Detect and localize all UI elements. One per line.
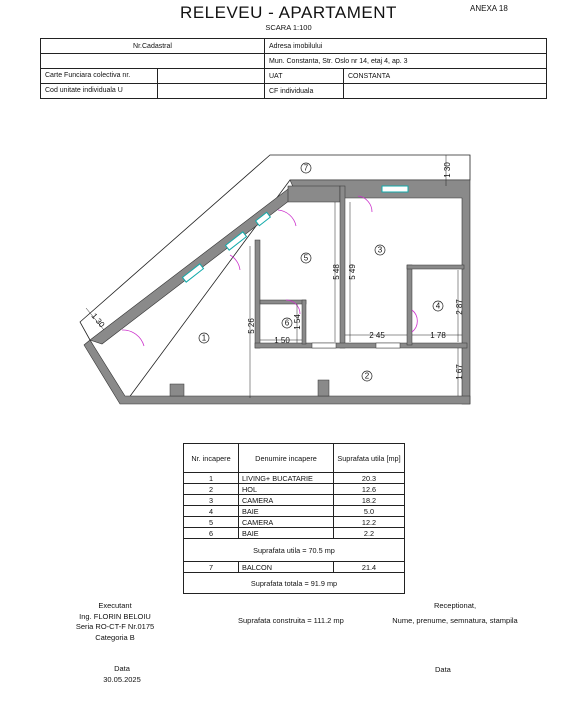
adresa-value: Mun. Constanta, Str. Oslo nr 14, etaj 4, ap. 3: [265, 54, 547, 69]
receptionat-block: [380, 598, 530, 628]
room-label-2: 2: [364, 371, 370, 381]
interior-walls: [170, 186, 467, 396]
dim-526: 5 26: [247, 318, 256, 334]
table-row: 2 HOL 12.6: [184, 484, 405, 495]
dim-150: 1 50: [274, 336, 290, 345]
executant-data-label: Data: [114, 664, 130, 673]
nr-cadastral-label: Nr.Cadastral: [41, 39, 265, 54]
carte-funciara-label: Carte Funciara colectiva nr.: [41, 69, 265, 84]
document-title: RELEVEU - APARTAMENT: [180, 3, 397, 22]
dim-167: 1 67: [455, 364, 464, 380]
executant-data-value: 30.05.2025: [103, 674, 141, 684]
table-row: 4 BAIE 5.0: [184, 506, 405, 517]
receptionat-fields: Nume, prenume, semnatura, stampila: [392, 616, 518, 625]
col-header-suprafata: Suprafata utila [mp]: [334, 444, 405, 473]
table-row: 3 CAMERA 18.2: [184, 495, 405, 506]
executant-categoria: Categoria B: [95, 632, 135, 642]
annex-label: ANEXA 18: [470, 4, 508, 13]
receptionat-label: Receptionat,: [433, 601, 477, 610]
room-label-1: 1: [201, 333, 207, 343]
col-header-nr: Nr. incapere: [184, 444, 239, 473]
dim-130-left: 1 30: [89, 311, 107, 330]
room-label-3: 3: [377, 245, 383, 255]
suprafata-construita: Suprafata construita = 111.2 mp: [238, 616, 344, 625]
adresa-label: Adresa imobilului: [265, 39, 547, 54]
room-label-7: 7: [303, 163, 309, 173]
receptionat-data-label: Data: [435, 665, 451, 674]
table-row: 5 CAMERA 12.2: [184, 517, 405, 528]
room-label-4: 4: [435, 301, 441, 311]
table-row: 1 LIVING+ BUCATARIE 20.3: [184, 473, 405, 484]
room-label-6: 6: [284, 318, 290, 328]
scale-label: SCARA 1:100: [265, 23, 312, 32]
table-row: 7 BALCON 21.4: [184, 562, 405, 573]
executant-label: Executant: [98, 601, 132, 610]
executant-block: [60, 601, 170, 643]
executant-date-block: [60, 664, 184, 685]
dim-154: 1 54: [293, 314, 302, 330]
uat-value: CONSTANTA: [344, 69, 547, 84]
dim-178: 1 78: [430, 331, 446, 340]
executant-seria: Seria RO-CT-F Nr.0175: [75, 622, 155, 631]
executant-name: Ing. FLORIN BELOIU: [79, 611, 151, 621]
rooms-table: [183, 443, 405, 594]
suprafata-utila: Suprafata utila = 70.5 mp: [184, 539, 405, 562]
table-row: 6 BAIE 2.2: [184, 528, 405, 539]
dim-549: 5 49: [348, 264, 357, 280]
suprafata-totala: Suprafata totala = 91.9 mp: [184, 573, 405, 594]
room-label-5: 5: [303, 253, 309, 263]
cod-unitate-label: Cod unitate individuala U: [41, 84, 265, 99]
cf-individuala-label: CF individuala: [265, 84, 344, 99]
dim-245: 2 45: [369, 331, 385, 340]
door-arcs: [122, 196, 417, 346]
dim-130-top: 1 30: [443, 162, 452, 178]
dim-287: 2 87: [455, 299, 464, 315]
dim-548: 5 48: [332, 264, 341, 280]
col-header-denumire: Denumire incapere: [239, 444, 334, 473]
uat-label: UAT: [265, 69, 344, 84]
